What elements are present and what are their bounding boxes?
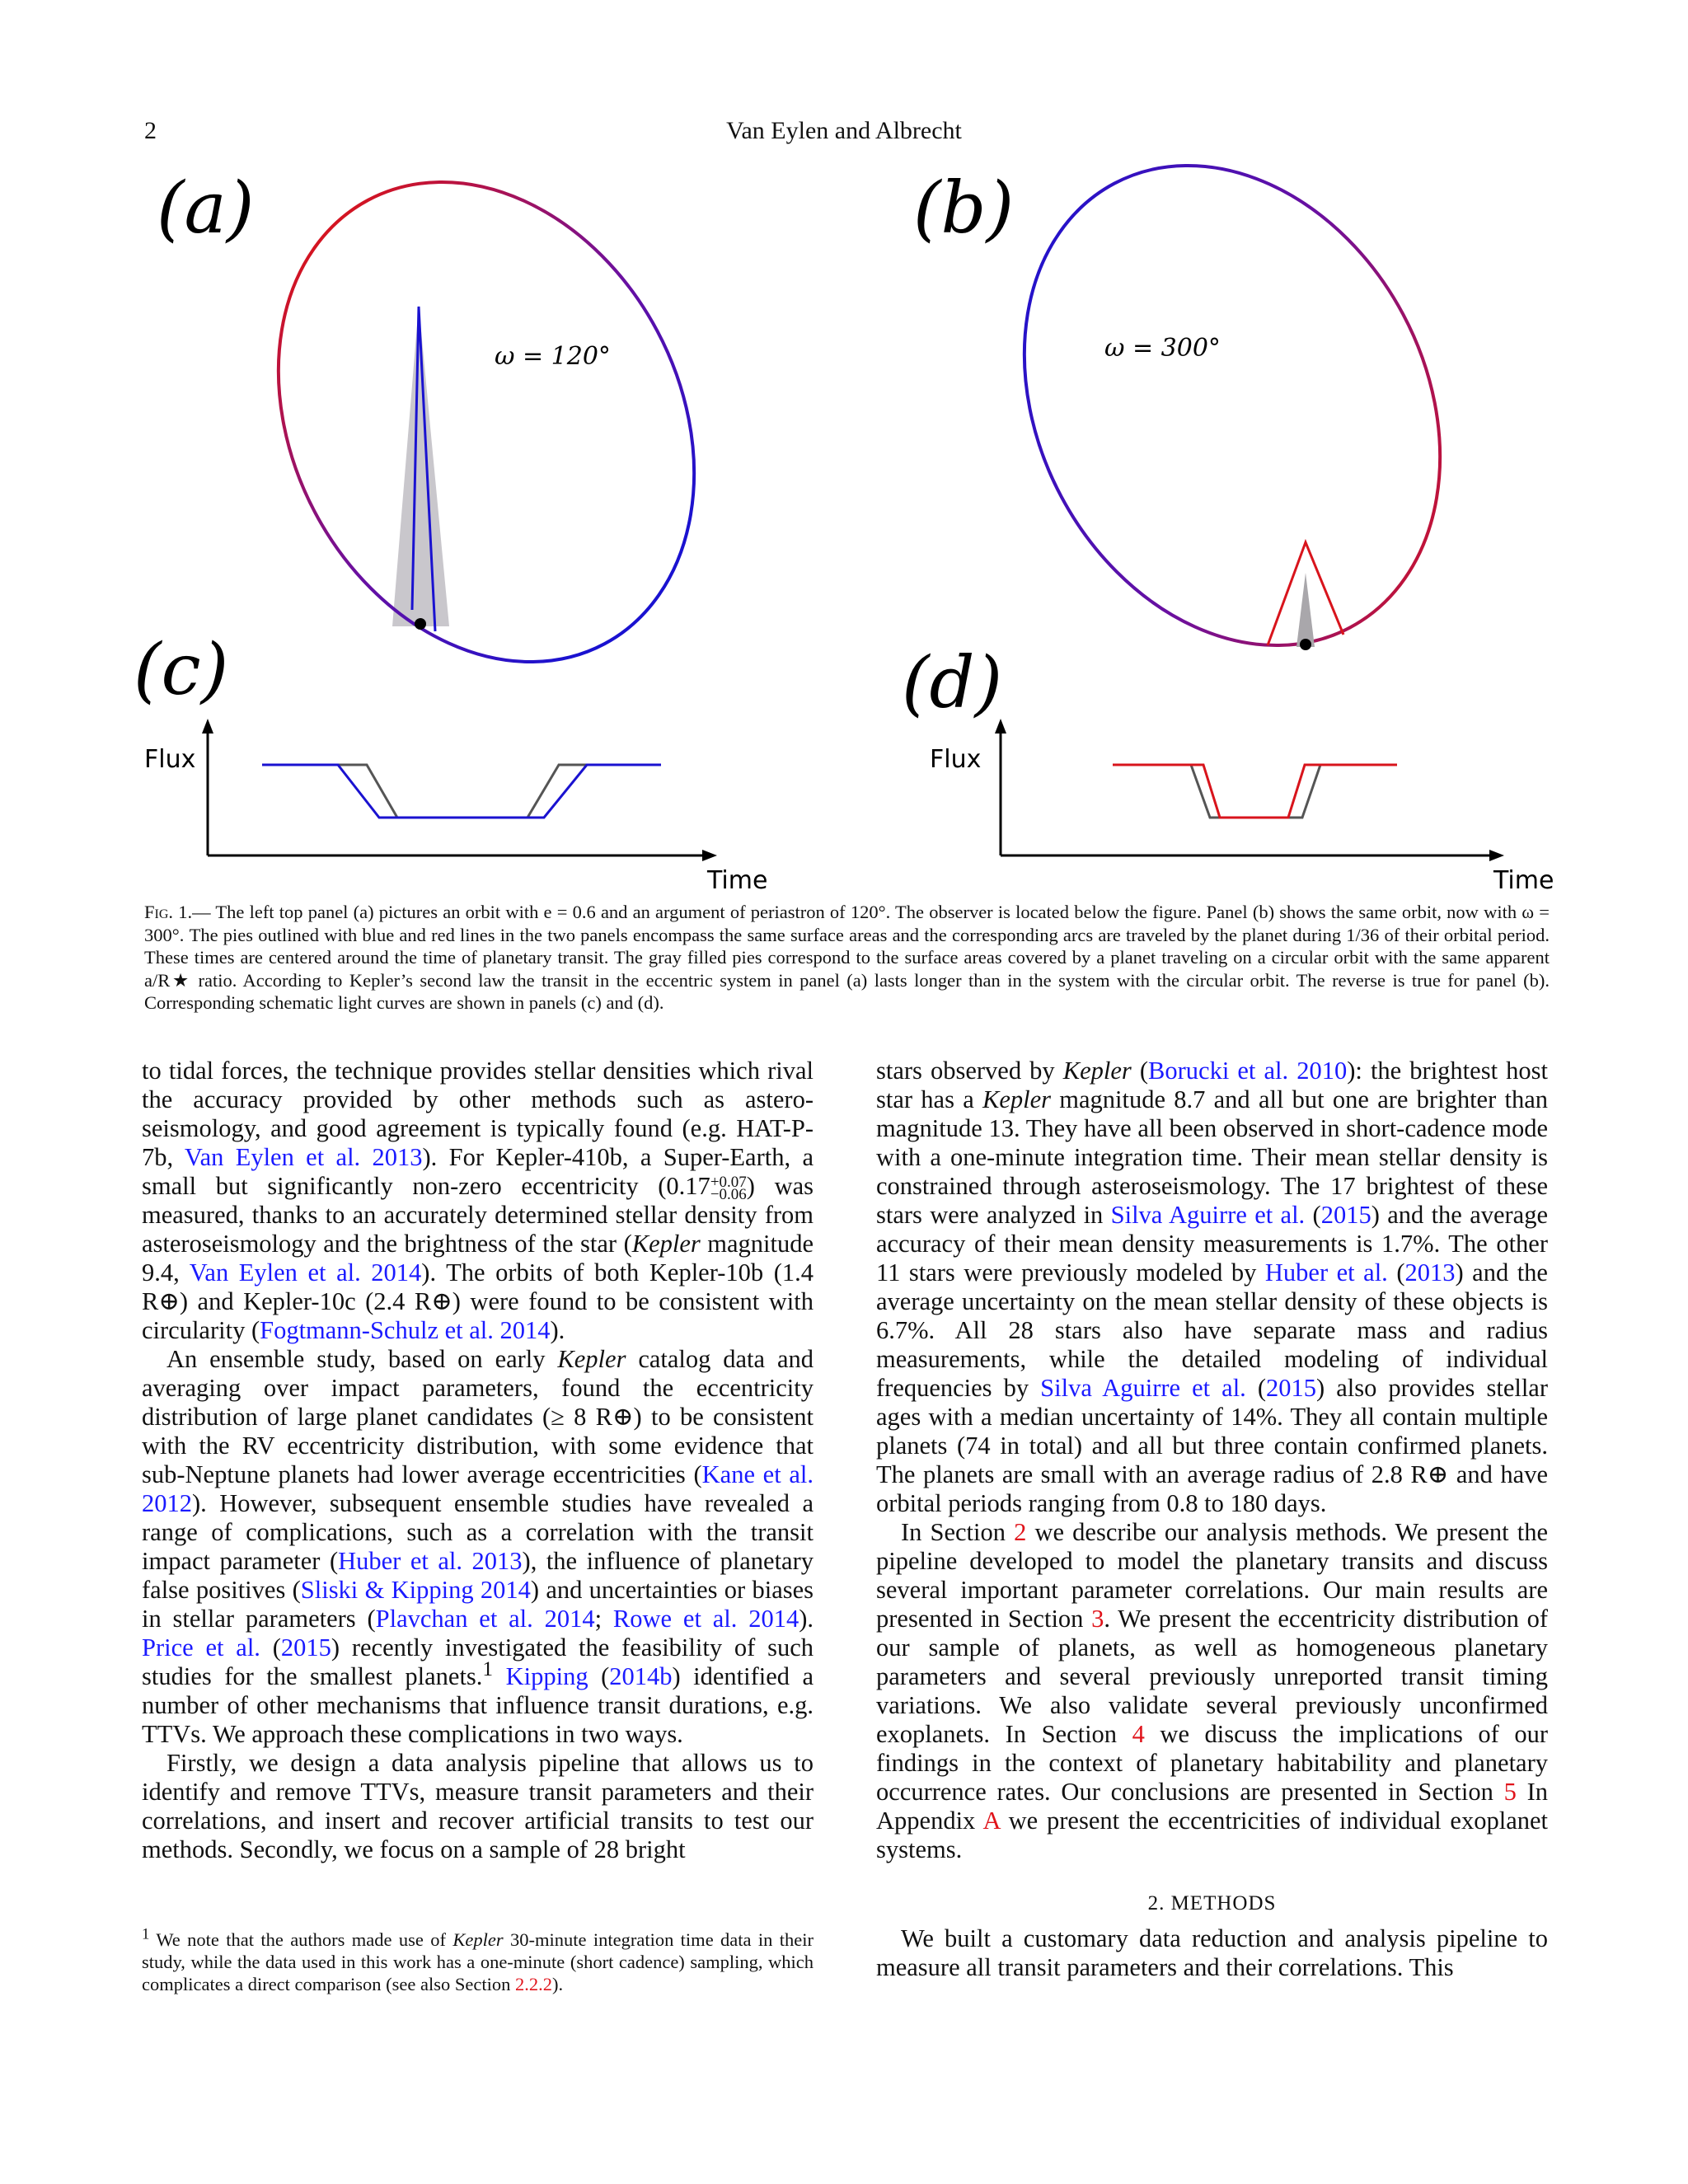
panel-label-c: (c) <box>134 629 229 711</box>
text-run: ; <box>594 1605 613 1633</box>
text-run: magnitude 8.7 and all but one are brighter than magnitude 13. They have all been observed in short-cadence mode with a one-minute integration time. Their mean stellar density is constrained through asteroseismology. The 17 brightest of these stars were analyzed in <box>876 1085 1548 1229</box>
section-ref-link[interactable]: 2 <box>1014 1518 1027 1546</box>
citation-link[interactable]: 2014b <box>609 1662 673 1690</box>
citation-link[interactable]: Fogtmann-Schulz et al. 2014 <box>260 1316 551 1344</box>
text-run: ) and the average uncertainty on the mean stellar density of these objects is 6.7%. All 28 stars also have separate mass and radius measurements, while the detailed modeling of individual frequencies by <box>876 1258 1548 1402</box>
italic-kepler: Kepler <box>452 1929 504 1950</box>
left-paragraph-2 <box>142 1345 814 1749</box>
panel-a-omega: ω = 120° <box>495 342 611 371</box>
panel-d-lightcurve <box>930 719 1554 895</box>
text-run: ( <box>1387 1258 1405 1286</box>
section-ref-link[interactable]: 2.2.2 <box>514 1974 552 1994</box>
figure-1 <box>0 0 1688 898</box>
section-ref-link[interactable]: 3 <box>1091 1605 1104 1633</box>
text-run: ). For Kepler-410b, a Super-Earth, a small but significantly non-zero eccentricity (0.17 <box>142 1143 814 1200</box>
left-paragraph-1 <box>142 1057 814 1345</box>
panel-c-lightcurve <box>144 719 767 895</box>
text-run: ). <box>551 1974 564 1994</box>
panel-b-orbit-ellipse <box>943 92 1521 718</box>
text-run: . We present the eccentricity distribution of our sample of planets, as well as homogeneous planetary parameters and several previously unreported transit timing variations. We also validate several previously unconfirmed exoplanets. In Section <box>876 1605 1548 1748</box>
panel-a-orbit-ellipse <box>197 109 775 734</box>
italic-kepler: Kepler <box>1062 1057 1132 1085</box>
italic-kepler: Kepler <box>982 1085 1052 1113</box>
right-paragraph-3: We built a customary data reduction and analysis pipeline to measure all transit parameters and their correlations. This <box>876 1924 1548 1981</box>
panel-c-gray-curve <box>262 765 661 818</box>
right-column <box>876 1057 1548 1982</box>
citation-link[interactable]: 2015 <box>1320 1201 1372 1229</box>
panel-d-time-label: Time <box>1493 866 1554 895</box>
panel-b-gray-pie <box>1296 573 1315 647</box>
uncertainty <box>710 1176 747 1201</box>
panel-d-red-curve <box>1113 765 1397 818</box>
text-run: ( <box>1305 1201 1321 1229</box>
panel-d-x-arrow <box>1489 850 1504 861</box>
panel-label-b: (b) <box>913 167 1015 250</box>
text-run: ( <box>260 1633 281 1661</box>
footnote-mark: 1 <box>142 1925 150 1943</box>
text-run: ) and the average accuracy of their mean density measurements is 1.7%. The other 11 stars were previously modeled by <box>876 1201 1548 1286</box>
italic-kepler: Kepler <box>557 1345 626 1373</box>
citation-link[interactable]: Huber et al. <box>1264 1258 1388 1286</box>
citation-link[interactable]: Sliski & Kipping 2014 <box>300 1576 531 1604</box>
citation-link[interactable]: Silva Aguirre et al. <box>1110 1201 1306 1229</box>
citation-link[interactable]: Price et al. <box>142 1633 260 1661</box>
left-paragraph-3: Firstly, we design a data analysis pipeline that allows us to identify and remove TTVs, measure transit parameters and their correlations, and insert and recover artificial transits to test our methods. Secondly, we focus on a sample of 28 bright <box>142 1749 814 1863</box>
panel-b-orbit <box>943 92 1521 718</box>
panel-d-gray-curve <box>1113 765 1397 818</box>
text-run: ( <box>1245 1374 1267 1402</box>
text-run: An ensemble study, based on early <box>166 1345 558 1373</box>
panel-c-y-arrow <box>202 719 213 733</box>
citation-link[interactable]: 2015 <box>1266 1374 1317 1402</box>
panel-c-x-arrow <box>702 850 717 861</box>
footnote-marker[interactable]: 1 <box>482 1657 494 1680</box>
citation-link[interactable]: Rowe et al. 2014 <box>612 1605 799 1633</box>
text-run <box>493 1662 505 1690</box>
text-run: ( <box>588 1662 610 1690</box>
citation-link[interactable]: Plavchan et al. 2014 <box>375 1605 595 1633</box>
citation-link[interactable]: Kipping <box>505 1662 588 1690</box>
text-run: In Appendix <box>876 1778 1548 1835</box>
panel-b-planet <box>1300 639 1311 650</box>
citation-link[interactable]: 2013 <box>1404 1258 1456 1286</box>
panel-label-a: (a) <box>157 167 255 250</box>
citation-link[interactable]: Kane et al. 2012 <box>142 1460 814 1517</box>
text-run: ) also provides stellar ages with a median uncertainty of 14%. They all contain multiple planets (74 in total) and all but three contain confirmed planets. The planets are small with an average radius of 2.8 R⊕ and have orbital periods ranging from 0.8 to 180 days. <box>876 1374 1548 1517</box>
panel-c-flux-label: Flux <box>144 745 196 774</box>
text-run: magnitude 9.4, <box>142 1230 814 1286</box>
right-paragraph-2 <box>876 1518 1548 1864</box>
text-run: ): the brightest host star has a <box>876 1057 1548 1113</box>
panel-b-omega: ω = 300° <box>1104 334 1221 363</box>
panel-a-planet <box>415 618 426 630</box>
citation-link[interactable]: Van Eylen et al. 2014 <box>189 1258 422 1286</box>
text-run: to tidal forces, the technique provides stellar densities which rival the accuracy provided by other methods such as astero-seismology, and good agreement is typically found (e.g. HAT-P-7b, <box>142 1057 814 1171</box>
text-run: ) recently investigated the feasibility of such studies for the smallest planets. <box>142 1633 814 1690</box>
footnote <box>142 1925 814 1995</box>
panel-c-time-label: Time <box>707 866 768 895</box>
section-ref-link[interactable]: 4 <box>1132 1720 1145 1748</box>
panel-label-d: (d) <box>902 642 1003 724</box>
text-run: In Section <box>901 1518 1015 1546</box>
text-run: ) and uncertainties or biases in stellar parameters ( <box>142 1576 814 1633</box>
text-run: catalog data and averaging over impact parameters, found the eccentricity distribution of large planet candidates (≥ 8 R⊕) to be consistent with the RV eccentricity distribution, with some evidence that sub-Neptune planets had lower average eccentricities ( <box>142 1345 814 1488</box>
text-run: ), the influence of planetary false positives ( <box>142 1547 814 1604</box>
panel-c-blue-curve <box>262 765 661 818</box>
citation-link[interactable]: 2015 <box>280 1633 331 1661</box>
panel-d-flux-label: Flux <box>930 745 982 774</box>
text-run: ) was measured, thanks to an accurately determined stellar density from asteroseismology and the brightness of the star ( <box>142 1172 814 1258</box>
text-run: ). The orbits of both Kepler-10b (1.4 R⊕) and Kepler-10c (2.4 R⊕) were found to be consistent with circularity ( <box>142 1258 814 1344</box>
text-run: we describe our analysis methods. We present the pipeline developed to model the planetary transits and discuss several important parameter correlations. Our main results are presented in Section <box>876 1518 1548 1633</box>
figure-caption <box>144 901 1550 1015</box>
text-run: ). <box>799 1605 814 1633</box>
right-paragraph-1 <box>876 1057 1548 1518</box>
citation-link[interactable]: Borucki et al. 2010 <box>1148 1057 1348 1085</box>
text-run: ) identified a number of other mechanisms that influence transit durations, e.g. TTVs. We approach these complications in two ways. <box>142 1662 814 1748</box>
running-head: Van Eylen and Albrecht <box>726 117 962 144</box>
uncertainty-lower: −0.06 <box>710 1186 747 1203</box>
section-ref-link[interactable]: 5 <box>1503 1778 1517 1806</box>
text-run: stars observed by <box>876 1057 1063 1085</box>
text-run: ). However, subsequent ensemble studies have revealed a range of complications, such as a correlation with the transit impact parameter ( <box>142 1489 814 1575</box>
citation-link[interactable]: Huber et al. 2013 <box>338 1547 523 1575</box>
italic-kepler: Kepler <box>631 1230 701 1258</box>
text-run: we present the eccentricities of individual exoplanet systems. <box>876 1807 1548 1863</box>
panel-a-orbit <box>197 109 775 734</box>
text-run: ). <box>550 1316 565 1344</box>
citation-link[interactable]: Silva Aguirre et al. <box>1040 1374 1246 1402</box>
caption-text: The left top panel (a) pictures an orbit with e = 0.6 and an argument of periastron of 120°. The observer is located below the figure. Panel (b) shows the same orbit, now with ω = 300°. The pies outlined with blue and red lines in the two panels encompass the same surface areas and the corresponding arcs are traveled by the planet during 1/36 of their orbital period. These times are centered around the time of planetary transit. The gray filled pies correspond to the surface areas covered by a planet traveling on a circular orbit with the same apparent a/R★ ratio. According to Kepler’s second law the transit in the eccentric system in panel (a) lasts longer than in the system with the circular orbit. The reverse is true for panel (b). Corresponding schematic light curves are shown in panels (c) and (d). <box>144 902 1550 1013</box>
citation-link[interactable]: Van Eylen et al. 2013 <box>184 1143 423 1171</box>
section-heading: 2. METHODS <box>1147 1892 1277 1915</box>
left-column <box>142 1057 814 1864</box>
page-number: 2 <box>144 117 157 144</box>
appendix-ref-link[interactable]: A <box>982 1807 1000 1835</box>
text-run: we discuss the implications of our findings in the context of planetary habitability and planetary occurrence rates. Our conclusions are presented in Section <box>876 1720 1549 1806</box>
text-run: We note that the authors made use of <box>149 1929 453 1950</box>
text-run: ( <box>1131 1057 1149 1085</box>
text-run: 30-minute integration time data in their study, while the data used in this work has a one-minute (short cadence) sampling, which complicates a direct comparison (see also Section <box>142 1929 814 1994</box>
uncertainty-upper: +0.07 <box>710 1174 747 1191</box>
caption-lead: Fig. 1.— <box>144 902 211 922</box>
